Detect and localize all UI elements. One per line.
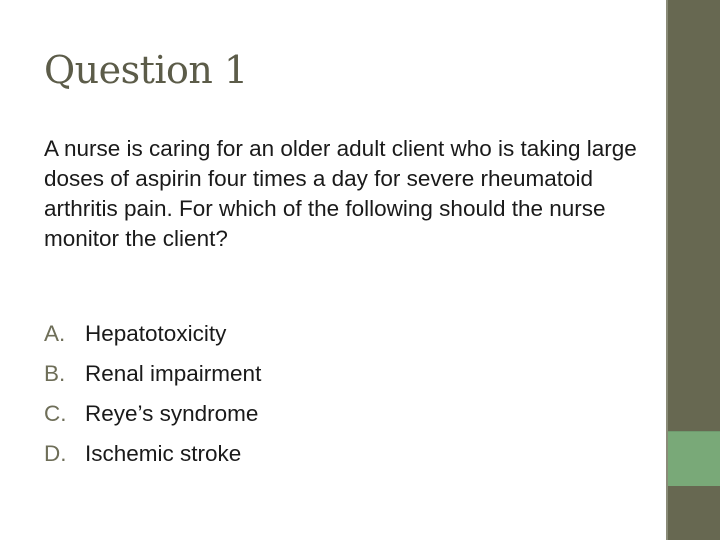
answer-option-a — [44, 314, 261, 354]
option-letter: D. — [44, 441, 67, 466]
answer-option-d — [44, 434, 261, 474]
option-text: Hepatotoxicity — [85, 321, 227, 346]
option-letter: C. — [44, 401, 67, 426]
slide-title: Question 1 — [44, 48, 248, 92]
option-text: Reye’s syndrome — [85, 401, 259, 426]
option-text: Renal impairment — [85, 361, 262, 386]
answer-option-c — [44, 394, 261, 434]
option-letter: A. — [44, 321, 66, 346]
answer-options-list — [44, 314, 261, 474]
option-text: Ischemic stroke — [85, 441, 242, 466]
sidebar-accent-block — [668, 432, 720, 486]
question-text: A nurse is caring for an older adult client who is taking large doses of aspirin four times a day for severe rheumatoid arthritis pain. For which of the following should the nurse monitor the client? — [44, 136, 637, 251]
option-letter: B. — [44, 361, 66, 386]
decorative-sidebar — [666, 0, 720, 540]
answer-option-b — [44, 354, 261, 394]
